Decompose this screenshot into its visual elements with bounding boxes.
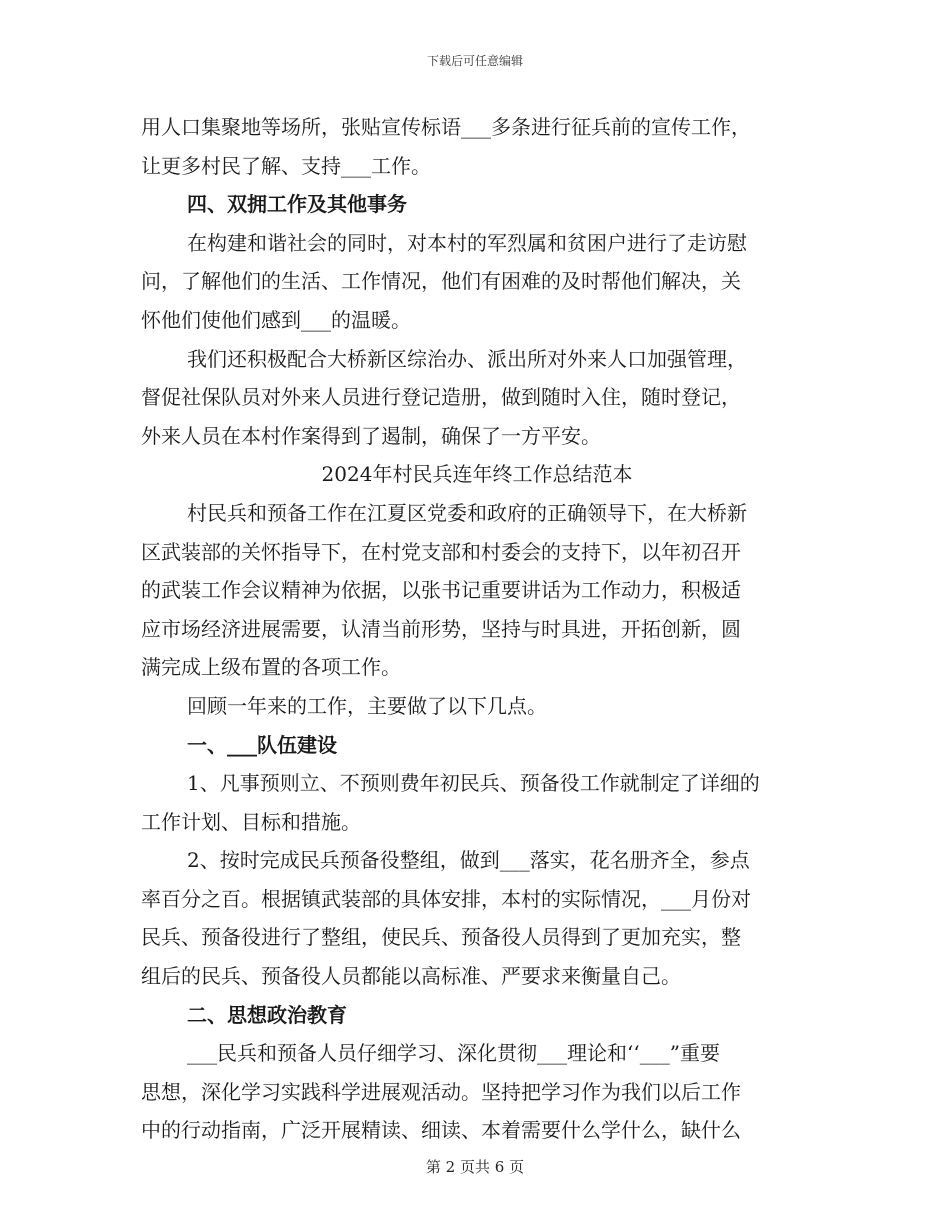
section-heading: 二、思想政治教育 bbox=[187, 1002, 347, 1027]
paragraph-line: 民兵、预备役进行了整组，使民兵、预备役人员得到了更加充实，整 bbox=[141, 925, 741, 950]
paragraph-line: 1、凡事预则立、不预则费年初民兵、预备役工作就制定了详细的 bbox=[187, 771, 760, 796]
paragraph-line: 让更多村民了解、支持___工作。 bbox=[141, 153, 431, 178]
section-heading: 一、___队伍建设 bbox=[187, 732, 337, 757]
paragraph-line: 应市场经济进展需要，认清当前形势，坚持与时具进，开拓创新，圆 bbox=[141, 616, 741, 641]
paragraph-line: 中的行动指南，广泛开展精读、细读、本着需要什么学什么，缺什么 bbox=[141, 1118, 741, 1143]
paragraph-line: 满完成上级布置的各项工作。 bbox=[141, 655, 401, 680]
paragraph-line: 用人口集聚地等场所，张贴宣传标语___多条进行征兵前的宣传工作， bbox=[141, 115, 751, 139]
paragraph-line: 的武装工作会议精神为依据，以张书记重要讲话为工作动力，积极适 bbox=[141, 578, 741, 603]
paragraph-line: 思想，深化学习实践科学进展观活动。坚持把学习作为我们以后工作 bbox=[141, 1079, 741, 1104]
paragraph-line: 工作计划、目标和措施。 bbox=[141, 809, 361, 834]
page-header: 下载后可任意编辑 bbox=[426, 54, 523, 68]
paragraph-line: 回顾一年来的工作，主要做了以下几点。 bbox=[187, 693, 547, 718]
section-heading: 四、双拥工作及其他事务 bbox=[187, 192, 407, 217]
paragraph-line: 组后的民兵、预备役人员都能以高标准、严要求来衡量自己。 bbox=[141, 964, 681, 989]
paragraph-line: 2、按时完成民兵预备役整组，做到___落实，花名册齐全，参点 bbox=[187, 848, 750, 873]
paragraph-line: 率百分之百。根据镇武装部的具体安排，本村的实际情况，___月份对 bbox=[141, 886, 751, 911]
paragraph-line: 外来人员在本村作案得到了遏制，确保了一方平安。 bbox=[141, 423, 601, 448]
document-title: 2024年村民兵连年终工作总结范本 bbox=[321, 462, 633, 487]
paragraph-line: 区武装部的关怀指导下，在村党支部和村委会的支持下，以年初召开 bbox=[141, 539, 741, 564]
paragraph-line: 督促社保队员对外来人员进行登记造册，做到随时入住，随时登记， bbox=[141, 385, 741, 410]
paragraph-line: 村民兵和预备工作在江夏区党委和政府的正确领导下，在大桥新 bbox=[187, 500, 747, 525]
page-footer: 第 2 页共 6 页 bbox=[425, 1158, 525, 1176]
document-body bbox=[141, 108, 813, 1150]
paragraph-line: ___民兵和预备人员仔细学习、深化贯彻___理论和‘‘___”重要 bbox=[187, 1041, 720, 1066]
paragraph-line: 在构建和谐社会的同时，对本村的军烈属和贫困户进行了走访慰 bbox=[187, 230, 747, 255]
paragraph-line: 我们还积极配合大桥新区综治办、派出所对外来人口加强管理， bbox=[187, 346, 747, 371]
paragraph-line: 问，了解他们的生活、工作情况，他们有困难的及时帮他们解决，关 bbox=[141, 269, 741, 294]
paragraph-line: 怀他们使他们感到___的温暖。 bbox=[141, 307, 411, 332]
